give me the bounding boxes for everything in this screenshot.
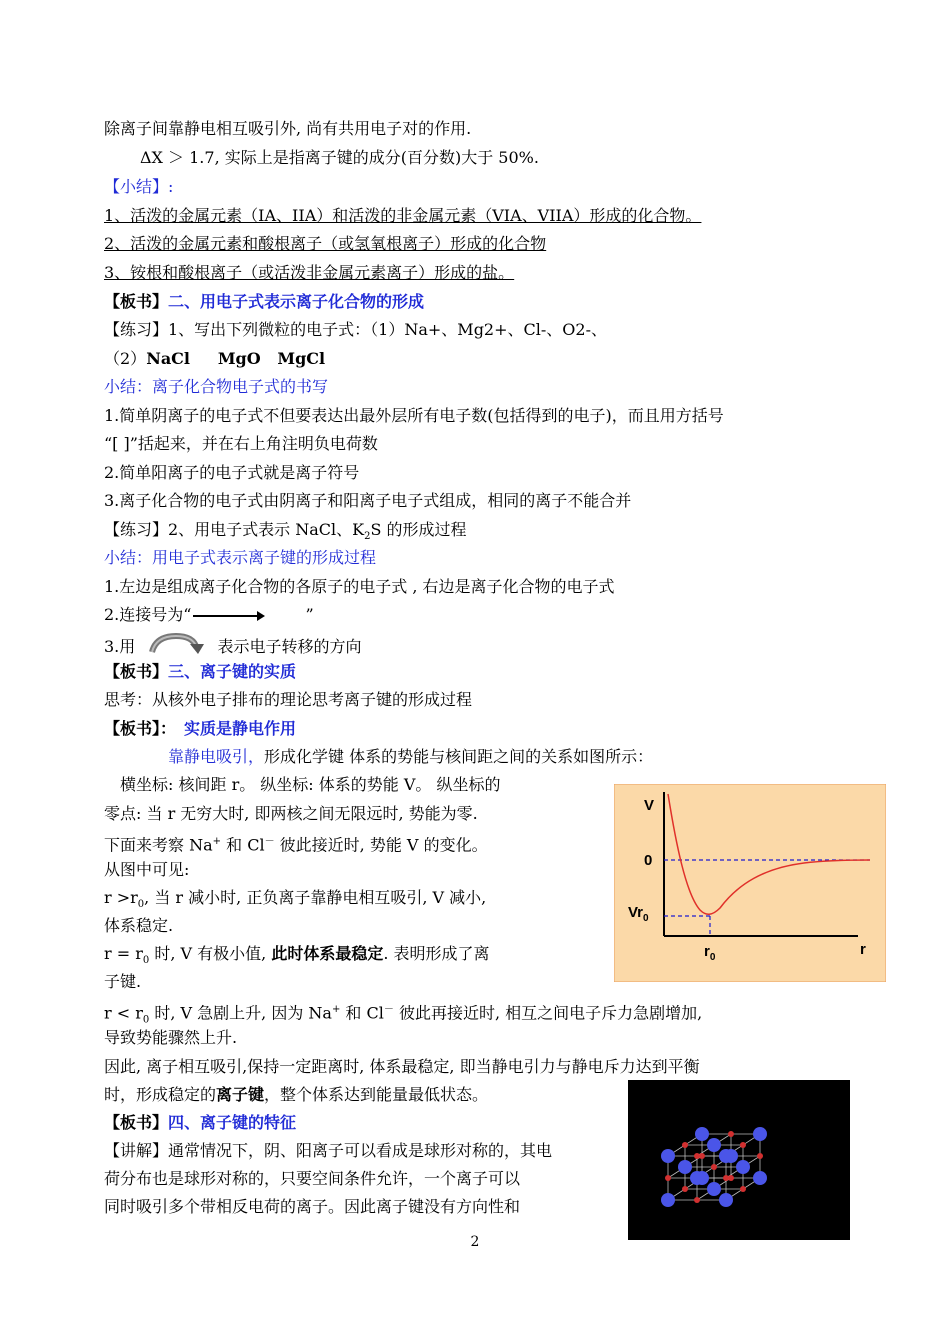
chloride-ion <box>719 1193 733 1207</box>
text: 彼此再接近时, 相互之间电子斥力急剧增加, <box>393 1003 703 1023</box>
sodium-ion <box>682 1142 688 1148</box>
text-line: 零点: 当 r 无穷大时, 即两核之间无限远时, 势能为零. <box>104 804 478 823</box>
text: ，整个体系达到能量最低状态。 <box>264 1085 489 1104</box>
text-line: 思考：从核外电子排布的理论思考离子键的形成过程 <box>104 690 473 709</box>
exercise-2 <box>104 519 467 548</box>
vr0-subscript: 0 <box>643 913 649 924</box>
text-line: 3.离子化合物的电子式由阴离子和阳离子电子式组成，相同的离子不能合并 <box>104 491 632 510</box>
text-line: “[ ]”括起来，并在右上角注明负电荷数 <box>104 434 378 453</box>
superscript: + <box>331 1004 341 1015</box>
text: 和 Cl <box>221 835 265 855</box>
text-line: ΔX ＞ 1.7, 实际上是指离子键的成分(百分数)大于 50%. <box>140 148 539 167</box>
text: . 表明形成了离 <box>383 944 490 963</box>
text-line: 从图中可见: <box>104 860 190 879</box>
heading-line <box>104 291 424 313</box>
text-line: 荷分布也是球形对称的，只要空间条件允许，一个离子可以 <box>104 1169 521 1188</box>
r0-text: r <box>704 943 710 960</box>
sodium-ion <box>757 1153 763 1159</box>
potential-energy-chart <box>614 784 886 982</box>
formulas: NaCl MgO MgCl <box>146 349 326 368</box>
text: r >r <box>104 888 138 907</box>
sodium-ion <box>723 1175 729 1181</box>
heading-line <box>104 1112 296 1134</box>
board-label: 【板书】 <box>104 292 169 311</box>
text: 3.用 <box>104 637 136 656</box>
text: 彼此接近时, 势能 V 的变化。 <box>274 835 488 855</box>
text-line: 【讲解】通常情况下，阴、阳离子可以看成是球形对称的，其电 <box>104 1141 553 1160</box>
r0-subscript: 0 <box>709 952 716 963</box>
chloride-ion <box>719 1149 733 1163</box>
subscript: 0 <box>142 955 150 967</box>
text-line: 1.左边是组成离子化合物的各原子的电子式 , 右边是离子化合物的电子式 <box>104 577 615 596</box>
text-line: 体系稳定. <box>104 916 174 935</box>
arrow-icon <box>193 615 263 617</box>
text-line <box>104 831 488 856</box>
heading: 四、离子键的特征 <box>168 1113 297 1132</box>
curved-arrow-icon <box>146 632 206 656</box>
text-line <box>104 604 314 626</box>
chloride-ion <box>661 1193 675 1207</box>
emphasis: 离子键 <box>216 1085 265 1104</box>
chloride-ion <box>753 1127 767 1141</box>
text-line <box>104 1084 488 1106</box>
sodium-ion <box>728 1131 734 1137</box>
heading-line <box>104 718 296 740</box>
subscript: 2 <box>364 531 371 543</box>
text: 表示电子转移的方向 <box>217 637 362 656</box>
text: 和 Cl <box>340 1003 384 1023</box>
subscript: 0 <box>137 899 145 911</box>
zero-tick-label: 0 <box>644 852 653 869</box>
text: r < r <box>104 1003 143 1023</box>
text-line <box>104 943 490 972</box>
board-label: 【板书】 <box>104 1113 169 1132</box>
heading: 二、用电子式表示离子化合物的形成 <box>168 292 425 311</box>
text-line: 1.简单阴离子的电子式不但要表达出最外层所有电子数(包括得到的电子)，而且用方括号 <box>104 406 724 425</box>
text: ” <box>305 605 314 624</box>
x-axis-label: r <box>860 941 866 958</box>
board-label: 【板书】 <box>104 662 169 681</box>
text: 时, V 有极小值, <box>149 944 272 963</box>
section-label: 【小结】: <box>104 177 174 196</box>
chloride-ion <box>707 1182 721 1196</box>
text: 形成化学键 体系的势能与核间距之间的关系如图所示： <box>264 747 654 766</box>
chloride-ion <box>707 1138 721 1152</box>
sodium-ion <box>694 1153 700 1159</box>
heading: 实质是静电作用 <box>184 719 297 738</box>
sodium-ion <box>665 1175 671 1181</box>
text-line: 横坐标: 核间距 r。 纵坐标: 体系的势能 V。 纵坐标的 <box>120 775 501 794</box>
chloride-ion <box>678 1160 692 1174</box>
emphasis: 此时体系最稳定 <box>271 944 384 963</box>
text-line: 子键. <box>104 972 142 991</box>
text-line: 同时吸引多个带相反电荷的离子。因此离子键没有方向性和 <box>104 1197 521 1216</box>
summary-item-2: 2、活泼的金属元素和酸根离子（或氢氧根离子）形成的化合物 <box>104 234 547 253</box>
superscript: － <box>383 1004 394 1015</box>
exercise-1: 【练习】1、写出下列微粒的电子式：（1）Na+、Mg2+、Cl-、O2-、 <box>104 320 607 339</box>
text-line: 除离子间靠静电相互吸引外, 尚有共用电子对的作用. <box>104 119 472 138</box>
superscript: + <box>212 836 222 847</box>
text: , 当 r 减小时, 正负离子靠静电相互吸引, V 减小, <box>144 888 487 907</box>
heading-line <box>104 661 296 683</box>
text-line <box>104 632 361 658</box>
text: 【练习】2、用电子式表示 NaCl、K <box>104 520 365 539</box>
text: 时, V 急剧上升, 因为 Na <box>149 1003 332 1023</box>
nacl-crystal-image <box>628 1080 850 1240</box>
chloride-ion <box>661 1149 675 1163</box>
board-label: 【板书】： <box>104 719 177 738</box>
text-line: 因此, 离子相互吸引,保持一定距离时, 体系最稳定, 即当静电引力与静电斥力达到平衡 <box>104 1057 700 1076</box>
y-axis-label: V <box>644 797 655 814</box>
exercise-prefix: （2） <box>104 349 147 368</box>
text: 靠静电吸引， <box>168 747 265 766</box>
chloride-ion <box>753 1171 767 1185</box>
subscript: 0 <box>142 1014 150 1026</box>
text-line: 导致势能骤然上升. <box>104 1028 238 1047</box>
summary-item-3: 3、铵根和酸根离子（或活泼非金属元素离子）形成的盐。 <box>104 263 515 282</box>
text: 下面来考察 Na <box>104 835 213 855</box>
summary-title: 小结：用电子式表示离子键的形成过程 <box>104 548 377 567</box>
sodium-ion <box>694 1197 700 1203</box>
sodium-ion <box>682 1186 688 1192</box>
chloride-ion <box>695 1127 709 1141</box>
summary-item-1: 1、活泼的金属元素（IA、IIA）和活泼的非金属元素（VIA、VIIA）形成的化合物。 <box>104 206 702 225</box>
text: r = r <box>104 944 143 963</box>
text-line: 2.简单阳离子的电子式就是离子符号 <box>104 463 360 482</box>
page-number: 2 <box>470 1234 480 1250</box>
summary-title: 小结：离子化合物电子式的书写 <box>104 377 329 396</box>
sodium-ion <box>740 1186 746 1192</box>
chloride-ion <box>690 1171 704 1185</box>
exercise-1-part2 <box>104 348 325 370</box>
chart-svg <box>614 784 886 982</box>
sodium-ion <box>740 1142 746 1148</box>
superscript: － <box>264 836 275 847</box>
vr0-text: Vr <box>628 904 644 921</box>
chart-background <box>614 784 886 982</box>
text: S 的形成过程 <box>370 520 467 539</box>
chloride-ion <box>736 1160 750 1174</box>
text-line <box>104 887 486 916</box>
heading: 三、离子键的实质 <box>168 662 297 681</box>
text-line <box>168 746 653 768</box>
crystal-lattice <box>628 1080 850 1240</box>
text: 时，形成稳定的 <box>104 1085 217 1104</box>
text: 2.连接号为“ <box>104 605 192 624</box>
sodium-ion <box>711 1164 717 1170</box>
